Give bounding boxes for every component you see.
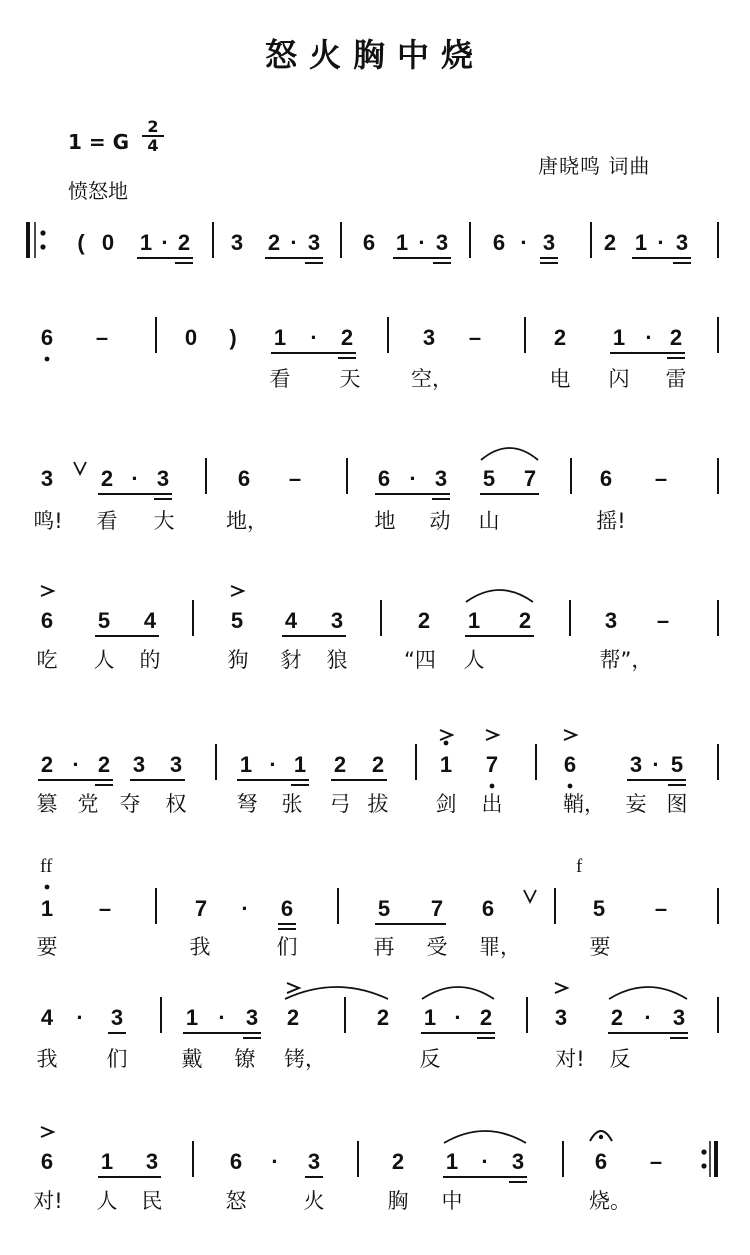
note-digit: 7 [523, 466, 537, 491]
note-digit: 6 [280, 896, 294, 921]
lyric-syllable: 张 [281, 792, 303, 816]
lyric-syllable: 人 [93, 648, 115, 672]
note-digit: 6 [40, 1149, 54, 1174]
lyric-syllable: 篡 [36, 792, 58, 816]
slur-arc [285, 987, 388, 999]
fermata-dot [599, 1135, 603, 1139]
accent-mark [231, 586, 243, 596]
augmentation-dot: · [290, 230, 298, 255]
lyric-syllable: 弩 [236, 792, 258, 816]
note-digit: 4 [143, 608, 157, 633]
note-digit: 1 [100, 1149, 114, 1174]
lyric-syllable: 们 [276, 935, 298, 959]
dynamic-marking: f [576, 856, 583, 877]
note-digit: 2 [286, 1005, 300, 1030]
note-digit: 6 [377, 466, 391, 491]
note-digit: 3 [604, 608, 618, 633]
lyric-syllable: 吃 [36, 648, 58, 672]
lyric-syllable: 们 [106, 1047, 128, 1071]
lyric-syllable: 对! [33, 1189, 63, 1213]
octave-down-dot [45, 357, 50, 362]
note-digit: 6 [481, 896, 495, 921]
time-signature-bottom: 4 [147, 136, 159, 155]
dash-symbol: – [468, 325, 482, 350]
note-digit: 3 [435, 230, 449, 255]
note-digit: 2 [603, 230, 617, 255]
lyric-syllable: 受 [426, 935, 448, 959]
note-digit: 3 [307, 1149, 321, 1174]
lyric-syllable: 大 [153, 509, 175, 533]
repeat-dot [40, 230, 45, 235]
note-digit: 0 [101, 230, 115, 255]
note-digit: 3 [672, 1005, 686, 1030]
augmentation-dot: · [72, 752, 80, 777]
lyric-syllable: 闪 [608, 367, 630, 391]
augmentation-dot: · [218, 1005, 226, 1030]
note-digit: 6 [492, 230, 506, 255]
note-digit: 4 [284, 608, 298, 633]
key-signature: 1 = G [68, 130, 130, 154]
accent-mark [41, 1127, 53, 1137]
note-digit: 2 [40, 752, 54, 777]
note-digit: 1 [185, 1005, 199, 1030]
dynamic-marking: ff [40, 856, 53, 877]
author-credit: 唐晓鸣 词曲 [538, 154, 651, 178]
dash-symbol: – [288, 466, 302, 491]
augmentation-dot: · [454, 1005, 462, 1030]
lyric-syllable: 地， [226, 509, 268, 533]
note-digit: 2 [417, 608, 431, 633]
lyric-syllable: 妄 [625, 792, 647, 816]
augmentation-dot: · [418, 230, 426, 255]
note-digit: 1 [273, 325, 287, 350]
lyric-syllable: 鸣! [33, 509, 63, 533]
note-digit: 2 [340, 325, 354, 350]
lyric-syllable: 戴 [181, 1047, 203, 1071]
lyric-syllable: 空， [411, 367, 453, 391]
lyric-syllable: 胸 [387, 1189, 409, 1213]
octave-down-dot [490, 784, 495, 789]
lyric-syllable: 铐， [284, 1047, 326, 1071]
dash-symbol: – [98, 896, 112, 921]
accent-mark [440, 730, 452, 740]
note-digit: 5 [592, 896, 606, 921]
note-digit: 4 [40, 1005, 54, 1030]
note-digit: 2 [333, 752, 347, 777]
breath-mark [74, 462, 86, 474]
slur-arc [609, 987, 687, 999]
accent-mark [555, 983, 567, 993]
note-digit: 3 [156, 466, 170, 491]
lyric-syllable: “四 [404, 648, 436, 672]
note-digit: 2 [610, 1005, 624, 1030]
lyric-syllable: 烧。 [589, 1189, 631, 1213]
note-digit: 3 [169, 752, 183, 777]
note-digit: 3 [330, 608, 344, 633]
augmentation-dot: · [310, 325, 318, 350]
note-digit: 7 [194, 896, 208, 921]
note-digit: 5 [670, 752, 684, 777]
repeat-dot [701, 1149, 706, 1154]
note-digit: 6 [229, 1149, 243, 1174]
lyric-syllable: 电 [549, 367, 571, 391]
lyric-syllable: 怒 [225, 1189, 247, 1213]
note-digit: 6 [594, 1149, 608, 1174]
octave-up-dot [45, 885, 50, 890]
parenthesis: ( [77, 230, 85, 255]
note-digit: 1 [467, 608, 481, 633]
lyric-syllable: 我 [189, 935, 211, 959]
lyric-syllable: 火 [303, 1189, 325, 1213]
lyric-syllable: 反 [609, 1047, 631, 1071]
lyric-syllable: 图 [666, 792, 688, 816]
lyric-syllable: 狗 [227, 648, 249, 672]
slur-arc [422, 987, 494, 999]
lyric-syllable: 看 [96, 509, 118, 533]
lyric-syllable: 再 [373, 935, 395, 959]
note-digit: 2 [376, 1005, 390, 1030]
lyric-syllable: 帮”， [599, 648, 653, 672]
note-digit: 2 [100, 466, 114, 491]
note-digit: 1 [634, 230, 648, 255]
lyric-syllable: 民 [141, 1189, 163, 1213]
slur-arc [444, 1131, 526, 1143]
lyric-syllable: 地 [374, 509, 396, 533]
dash-symbol: – [654, 466, 668, 491]
octave-down-dot [568, 784, 573, 789]
lyric-syllable: 豺 [280, 648, 302, 672]
note-digit: 1 [445, 1149, 459, 1174]
augmentation-dot: · [76, 1005, 84, 1030]
lyric-syllable: 看 [269, 367, 291, 391]
note-digit: 5 [377, 896, 391, 921]
note-digit: 2 [391, 1149, 405, 1174]
lyric-syllable: 出 [481, 792, 503, 816]
note-digit: 3 [307, 230, 321, 255]
slur-arc [481, 448, 538, 460]
note-digit: 2 [669, 325, 683, 350]
augmentation-dot: · [645, 325, 653, 350]
accent-mark [41, 586, 53, 596]
lyric-syllable: 我 [36, 1047, 58, 1071]
note-digit: 7 [485, 752, 499, 777]
note-digit: 1 [239, 752, 253, 777]
lyric-syllable: 人 [96, 1189, 118, 1213]
note-digit: 3 [542, 230, 556, 255]
note-digit: 5 [230, 608, 244, 633]
note-digit: 2 [371, 752, 385, 777]
augmentation-dot: · [644, 1005, 652, 1030]
note-digit: 5 [97, 608, 111, 633]
dash-symbol: – [656, 608, 670, 633]
note-digit: 3 [230, 230, 244, 255]
lyric-syllable: 夺 [119, 792, 141, 816]
note-digit: 2 [553, 325, 567, 350]
lyric-syllable: 党 [77, 792, 99, 816]
dash-symbol: – [654, 896, 668, 921]
lyric-syllable: 反 [419, 1047, 441, 1071]
lyric-syllable: 天 [339, 367, 361, 391]
note-digit: 3 [245, 1005, 259, 1030]
breath-mark [524, 890, 536, 902]
note-digit: 7 [430, 896, 444, 921]
note-digit: 6 [599, 466, 613, 491]
lyric-syllable: 人 [463, 648, 485, 672]
lyric-syllable: 动 [429, 509, 451, 533]
augmentation-dot: · [161, 230, 169, 255]
note-digit: 5 [482, 466, 496, 491]
note-digit: 3 [554, 1005, 568, 1030]
note-digit: 2 [97, 752, 111, 777]
augmentation-dot: · [409, 466, 417, 491]
note-digit: 2 [518, 608, 532, 633]
augmentation-dot: · [269, 752, 277, 777]
lyric-syllable: 雷 [665, 367, 687, 391]
lyric-syllable: 中 [441, 1189, 463, 1213]
note-digit: 6 [237, 466, 251, 491]
dash-symbol: – [649, 1149, 663, 1174]
note-digit: 3 [40, 466, 54, 491]
lyric-syllable: 要 [36, 935, 58, 959]
note-digit: 1 [423, 1005, 437, 1030]
note-digit: 6 [40, 325, 54, 350]
note-digit: 6 [40, 608, 54, 633]
time-signature-top: 2 [147, 117, 159, 136]
accent-mark [287, 983, 299, 993]
page-title: 怒火胸中烧 [264, 36, 485, 74]
augmentation-dot: · [271, 1149, 279, 1174]
dash-symbol: – [95, 325, 109, 350]
note-digit: 2 [177, 230, 191, 255]
note-digit: 1 [395, 230, 409, 255]
accent-mark [486, 730, 498, 740]
repeat-dot [40, 244, 45, 249]
lyric-syllable: 狼 [326, 648, 348, 672]
note-digit: 1 [439, 752, 453, 777]
accent-mark [564, 730, 576, 740]
parenthesis: ) [229, 325, 237, 350]
augmentation-dot: · [241, 896, 249, 921]
note-digit: 1 [139, 230, 153, 255]
note-digit: 2 [479, 1005, 493, 1030]
lyric-syllable: 弓 [329, 792, 351, 816]
note-digit: 3 [132, 752, 146, 777]
augmentation-dot: · [481, 1149, 489, 1174]
note-digit: 6 [563, 752, 577, 777]
note-digit: 1 [293, 752, 307, 777]
lyric-syllable: 剑 [435, 792, 457, 816]
note-digit: 3 [145, 1149, 159, 1174]
augmentation-dot: · [131, 466, 139, 491]
lyric-syllable: 的 [139, 648, 161, 672]
lyric-syllable: 山 [478, 509, 500, 533]
repeat-dot [701, 1163, 706, 1168]
lyric-syllable: 鞘， [563, 792, 605, 816]
lyric-syllable: 拔 [367, 792, 389, 816]
note-digit: 3 [675, 230, 689, 255]
note-digit: 3 [629, 752, 643, 777]
augmentation-dot: · [520, 230, 528, 255]
note-digit: 1 [40, 896, 54, 921]
note-digit: 3 [422, 325, 436, 350]
note-digit: 6 [362, 230, 376, 255]
note-digit: 2 [267, 230, 281, 255]
augmentation-dot: · [657, 230, 665, 255]
lyric-syllable: 镣 [234, 1047, 256, 1071]
lyric-syllable: 罪， [479, 935, 521, 959]
augmentation-dot: · [652, 752, 660, 777]
note-digit: 0 [184, 325, 198, 350]
lyric-syllable: 权 [165, 792, 187, 816]
lyric-syllable: 摇! [596, 509, 626, 533]
octave-up-dot [444, 741, 449, 746]
note-digit: 3 [434, 466, 448, 491]
note-digit: 3 [110, 1005, 124, 1030]
lyric-syllable: 对! [555, 1047, 585, 1071]
note-digit: 3 [511, 1149, 525, 1174]
tempo-marking: 愤怒地 [68, 179, 128, 203]
note-digit: 1 [612, 325, 626, 350]
slur-arc [466, 590, 533, 602]
lyric-syllable: 要 [589, 935, 611, 959]
